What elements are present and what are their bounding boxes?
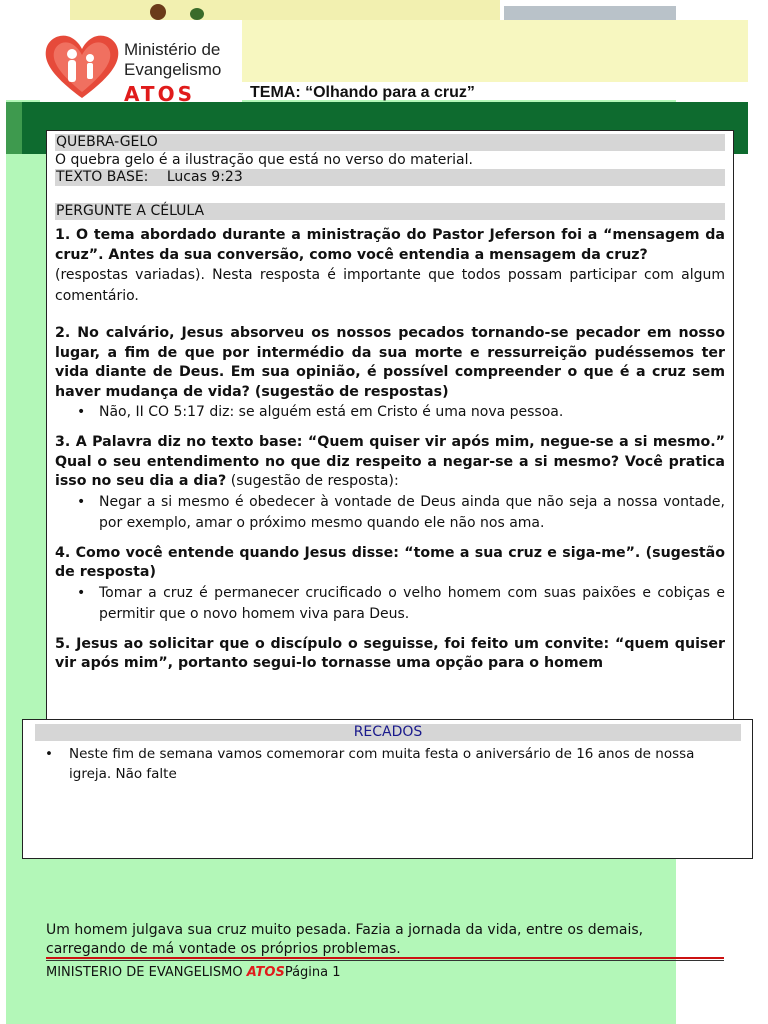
question-3-text: 3. A Palavra diz no texto base: “Quem quiser vir após mim, negue-se a si mesmo.” Qual o seu entendimento no que diz respeito a negar-se a si mesmo? Você pratica isso no seu dia a dia? xyxy=(55,434,725,489)
header-band-edge xyxy=(6,102,22,154)
quebra-gelo-heading: QUEBRA-GELO xyxy=(55,134,725,151)
question-2: 2. No calvário, Jesus absorveu os nossos pecados tornando-se pecador em nosso lugar, a fim de que por intermédio da sua morte e ressurreição pudéssemos ter vida diante de Deus. Em sua opinião, é possível compreender o que é a cruz sem haver mudança de vida? (sugestão de respostas) xyxy=(55,325,725,400)
bullet-item xyxy=(55,492,725,534)
top-grey-bar xyxy=(504,6,676,20)
page-title: TEMA: “Olhando para a cruz” xyxy=(250,84,475,101)
bullet-icon: • xyxy=(45,746,53,762)
bullet-icon: • xyxy=(77,493,86,510)
heart-icon xyxy=(42,32,122,102)
question-4: 4. Como você entende quando Jesus disse: “tome a sua cruz e siga-me”. (sugestão de resposta) xyxy=(55,544,725,580)
recados-box xyxy=(22,719,753,859)
page-footer xyxy=(46,965,341,981)
study-guide-box xyxy=(46,130,734,730)
bullet-icon: • xyxy=(77,404,86,420)
page-number: 1 xyxy=(332,965,341,980)
texto-base-value: Lucas 9:23 xyxy=(166,169,243,185)
story-text: Um homem julgava sua cruz muito pesada. Fazia a jornada da vida, entre os demais, carregando de má vontade os próprios problemas. xyxy=(46,922,644,957)
top-banner xyxy=(70,0,500,20)
logo-title: Ministério de Evangelismo xyxy=(124,40,222,79)
answer-2: Não, II CO 5:17 diz: se alguém está em Cristo é uma nova pessoa. xyxy=(99,404,564,420)
list-item xyxy=(45,744,731,784)
bullet-item xyxy=(55,583,725,625)
quebra-gelo-text: O quebra gelo é a ilustração que está no verso do material. xyxy=(55,152,473,168)
bullet-item xyxy=(55,402,725,423)
bullet-icon: • xyxy=(77,584,86,601)
question-3-suffix: (sugestão de resposta): xyxy=(226,473,399,489)
figure-icon xyxy=(150,4,166,20)
logo-mark: ATOS xyxy=(124,82,195,102)
texto-base-heading xyxy=(55,169,725,186)
footer-logo: ATOS xyxy=(246,965,285,980)
footer-page-label: Página xyxy=(284,965,333,980)
question-3 xyxy=(55,433,725,492)
question-5: 5. Jesus ao solicitar que o discípulo o seguisse, foi feito um convite: “quem quiser vir após mim”, portanto segui-lo tornasse uma opção para o homem xyxy=(55,635,725,671)
texto-base-label: TEXTO BASE: xyxy=(56,169,149,185)
answer-4: Tomar a cruz é permanecer crucificado o velho homem com suas paixões e cobiças e permitir que o novo homem viva para Deus. xyxy=(99,584,725,622)
figure-icon xyxy=(190,8,204,20)
footer-divider xyxy=(46,957,724,959)
header-yellow-panel xyxy=(242,20,748,82)
pergunte-heading: PERGUNTE A CÉLULA xyxy=(55,203,725,220)
answer-1: (respostas variadas). Nesta resposta é importante que todos possam participar com algum comentário. xyxy=(55,267,725,304)
recados-heading: RECADOS xyxy=(35,724,741,741)
recado-text: Neste fim de semana vamos comemorar com muita festa o aniversário de 16 anos de nossa igreja. Não falte xyxy=(69,746,695,782)
footer-org: MINISTERIO DE EVANGELISMO xyxy=(46,965,247,980)
footer-divider xyxy=(46,960,724,961)
question-1: 1. O tema abordado durante a ministração do Pastor Jeferson foi a “mensagem da cruz”. Antes da sua conversão, como você entendia a mensagem da cruz? xyxy=(55,227,725,263)
ministry-logo xyxy=(40,30,242,102)
answer-3: Negar a si mesmo é obedecer à vontade de Deus ainda que não seja a nossa vontade, por exemplo, amar o próximo mesmo quando ele não nos ama. xyxy=(99,493,725,531)
